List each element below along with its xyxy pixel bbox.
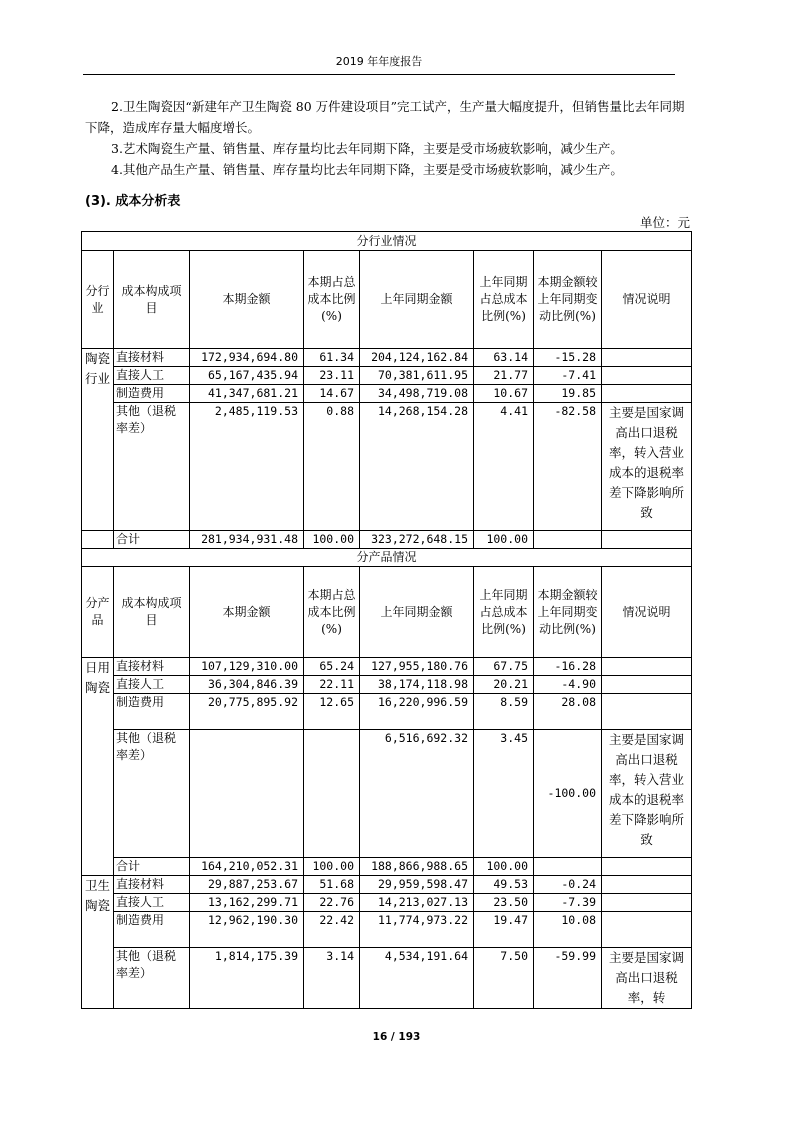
- current-amount: 41,347,681.21: [190, 385, 304, 403]
- table-row: [82, 367, 692, 385]
- current-amount: 107,129,310.00: [190, 658, 304, 676]
- explanation: [602, 658, 692, 676]
- prior-ratio: 10.67: [474, 385, 534, 403]
- current-amount: 2,485,119.53: [190, 403, 304, 531]
- explanation: 主要是国家调高出口退税率，转: [602, 948, 692, 1009]
- col-header-prior-ratio: 上年同期占总成本比例(%): [474, 251, 534, 349]
- change-ratio: -59.99: [534, 948, 602, 1009]
- current-ratio: 12.65: [304, 694, 360, 730]
- change-ratio: -7.41: [534, 367, 602, 385]
- group-label-ceramics-industry: 陶瓷行业: [82, 349, 114, 531]
- current-amount: 164,210,052.31: [190, 858, 304, 876]
- change-ratio: 19.85: [534, 385, 602, 403]
- cost-item: 制造费用: [114, 385, 190, 403]
- prior-ratio: 4.41: [474, 403, 534, 531]
- change-ratio: -100.00: [534, 730, 602, 858]
- cost-item: 直接材料: [114, 876, 190, 894]
- table-row: [82, 912, 692, 948]
- current-ratio: 14.67: [304, 385, 360, 403]
- prior-ratio: 21.77: [474, 367, 534, 385]
- total-label: 合计: [114, 531, 190, 549]
- prior-amount: 127,955,180.76: [360, 658, 474, 676]
- table-row: [82, 385, 692, 403]
- prior-ratio: 49.53: [474, 876, 534, 894]
- explanation: 主要是国家调高出口退税率，转入营业成本的退税率差下降影响所致: [602, 403, 692, 531]
- total-row: [82, 531, 692, 549]
- explanation: [602, 876, 692, 894]
- prior-ratio: 100.00: [474, 531, 534, 549]
- explanation: [602, 676, 692, 694]
- prior-ratio: 67.75: [474, 658, 534, 676]
- prior-amount: 6,516,692.32: [360, 730, 474, 858]
- current-ratio: 3.14: [304, 948, 360, 1009]
- col-header-current-ratio: 本期占总成本比例(%): [304, 251, 360, 349]
- cost-item: 直接材料: [114, 349, 190, 367]
- group-label-daily-ceramics: 日用陶瓷: [82, 658, 114, 876]
- industry-section-title: 分行业情况: [82, 232, 692, 251]
- paragraph-art-ceramics: 3.艺术陶瓷生产量、销售量、库存量均比去年同期下降，主要是受市场疲软影响，减少生产。: [111, 141, 623, 156]
- current-ratio: 65.24: [304, 658, 360, 676]
- group-label-sanitary-ceramics: 卫生陶瓷: [82, 876, 114, 1009]
- prior-ratio: 100.00: [474, 858, 534, 876]
- explanation: 主要是国家调高出口退税率，转入营业成本的退税率差下降影响所致: [602, 730, 692, 858]
- paragraph-sanitary-ceramics: 2.卫生陶瓷因“新建年产卫生陶瓷 80 万件建设项目”完工试产，生产量大幅度提升，但销售量比去年同期下降，造成库存量大幅度增长。: [85, 99, 685, 135]
- prior-ratio: 20.21: [474, 676, 534, 694]
- current-ratio: 61.34: [304, 349, 360, 367]
- current-amount: [190, 730, 304, 858]
- current-amount: 65,167,435.94: [190, 367, 304, 385]
- table-row: [82, 403, 692, 531]
- col-header-current-amount: 本期金额: [190, 251, 304, 349]
- prior-ratio: 8.59: [474, 694, 534, 730]
- cost-item: 制造费用: [114, 912, 190, 948]
- change-ratio: -0.24: [534, 876, 602, 894]
- col-header-explanation: 情况说明: [602, 251, 692, 349]
- current-amount: 1,814,175.39: [190, 948, 304, 1009]
- col-header-change-ratio: 本期金额较上年同期变动比例(%): [534, 251, 602, 349]
- table-row: [82, 730, 692, 858]
- current-amount: 13,162,299.71: [190, 894, 304, 912]
- change-ratio: 10.08: [534, 912, 602, 948]
- change-ratio: -4.90: [534, 676, 602, 694]
- col-header-current-ratio: 本期占总成本比例(%): [304, 567, 360, 658]
- table-row: [82, 349, 692, 367]
- change-ratio: -15.28: [534, 349, 602, 367]
- explanation: [602, 367, 692, 385]
- current-ratio: 100.00: [304, 858, 360, 876]
- section-title: (3). 成本分析表: [85, 194, 181, 209]
- current-ratio: 22.76: [304, 894, 360, 912]
- table-row: [82, 894, 692, 912]
- cost-item: 其他（退税率差）: [114, 730, 190, 858]
- cost-item: 直接人工: [114, 367, 190, 385]
- cost-item: 制造费用: [114, 694, 190, 730]
- prior-ratio: 63.14: [474, 349, 534, 367]
- table-row: [82, 676, 692, 694]
- cost-item: 直接人工: [114, 894, 190, 912]
- explanation: [602, 694, 692, 730]
- page-header: 2019 年年度报告: [83, 54, 675, 75]
- change-ratio: -7.39: [534, 894, 602, 912]
- explanation: [602, 385, 692, 403]
- table-row: [82, 694, 692, 730]
- prior-amount: 38,174,118.98: [360, 676, 474, 694]
- col-header-change-ratio: 本期金额较上年同期变动比例(%): [534, 567, 602, 658]
- col-header-cost-item: 成本构成项目: [114, 251, 190, 349]
- explanation: [602, 912, 692, 948]
- prior-amount: 188,866,988.65: [360, 858, 474, 876]
- change-ratio: -82.58: [534, 403, 602, 531]
- prior-ratio: 23.50: [474, 894, 534, 912]
- table-row: [82, 658, 692, 676]
- unit-label: 单位：元: [639, 215, 690, 230]
- product-section-title: 分产品情况: [82, 549, 692, 567]
- cost-item: 其他（退税率差）: [114, 948, 190, 1009]
- current-amount: 12,962,190.30: [190, 912, 304, 948]
- current-ratio: 23.11: [304, 367, 360, 385]
- col-header-cost-item: 成本构成项目: [114, 567, 190, 658]
- col-header-prior-ratio: 上年同期占总成本比例(%): [474, 567, 534, 658]
- prior-ratio: 3.45: [474, 730, 534, 858]
- prior-amount: 29,959,598.47: [360, 876, 474, 894]
- page-number: 16 / 193: [372, 1031, 421, 1043]
- current-ratio: 22.11: [304, 676, 360, 694]
- prior-amount: 34,498,719.08: [360, 385, 474, 403]
- prior-ratio: 7.50: [474, 948, 534, 1009]
- table-row: [82, 876, 692, 894]
- col-header-current-amount: 本期金额: [190, 567, 304, 658]
- product-header-row: [82, 567, 692, 658]
- prior-amount: 14,213,027.13: [360, 894, 474, 912]
- current-amount: 29,887,253.67: [190, 876, 304, 894]
- total-row: [82, 858, 692, 876]
- current-amount: 172,934,694.80: [190, 349, 304, 367]
- col-header-industry: 分行业: [82, 251, 114, 349]
- cost-item: 直接材料: [114, 658, 190, 676]
- prior-amount: 70,381,611.95: [360, 367, 474, 385]
- current-ratio: 0.88: [304, 403, 360, 531]
- table-row: [82, 948, 692, 1009]
- explanation: [602, 349, 692, 367]
- prior-amount: 14,268,154.28: [360, 403, 474, 531]
- col-header-prior-amount: 上年同期金额: [360, 251, 474, 349]
- prior-amount: 204,124,162.84: [360, 349, 474, 367]
- cost-item: 其他（退税率差）: [114, 403, 190, 531]
- col-header-prior-amount: 上年同期金额: [360, 567, 474, 658]
- current-amount: 20,775,895.92: [190, 694, 304, 730]
- change-ratio: 28.08: [534, 694, 602, 730]
- prior-amount: 4,534,191.64: [360, 948, 474, 1009]
- current-ratio: [304, 730, 360, 858]
- explanation: [602, 894, 692, 912]
- prior-amount: 11,774,973.22: [360, 912, 474, 948]
- current-ratio: 51.68: [304, 876, 360, 894]
- change-ratio: -16.28: [534, 658, 602, 676]
- col-header-explanation: 情况说明: [602, 567, 692, 658]
- industry-header-row: [82, 251, 692, 349]
- cost-analysis-table: [81, 231, 692, 1009]
- paragraph-other-products: 4.其他产品生产量、销售量、库存量均比去年同期下降，主要是受市场疲软影响，减少生产。: [111, 162, 623, 177]
- total-label: 合计: [114, 858, 190, 876]
- col-header-product: 分产品: [82, 567, 114, 658]
- prior-ratio: 19.47: [474, 912, 534, 948]
- current-amount: 281,934,931.48: [190, 531, 304, 549]
- prior-amount: 323,272,648.15: [360, 531, 474, 549]
- prior-amount: 16,220,996.59: [360, 694, 474, 730]
- current-ratio: 100.00: [304, 531, 360, 549]
- current-amount: 36,304,846.39: [190, 676, 304, 694]
- cost-item: 直接人工: [114, 676, 190, 694]
- current-ratio: 22.42: [304, 912, 360, 948]
